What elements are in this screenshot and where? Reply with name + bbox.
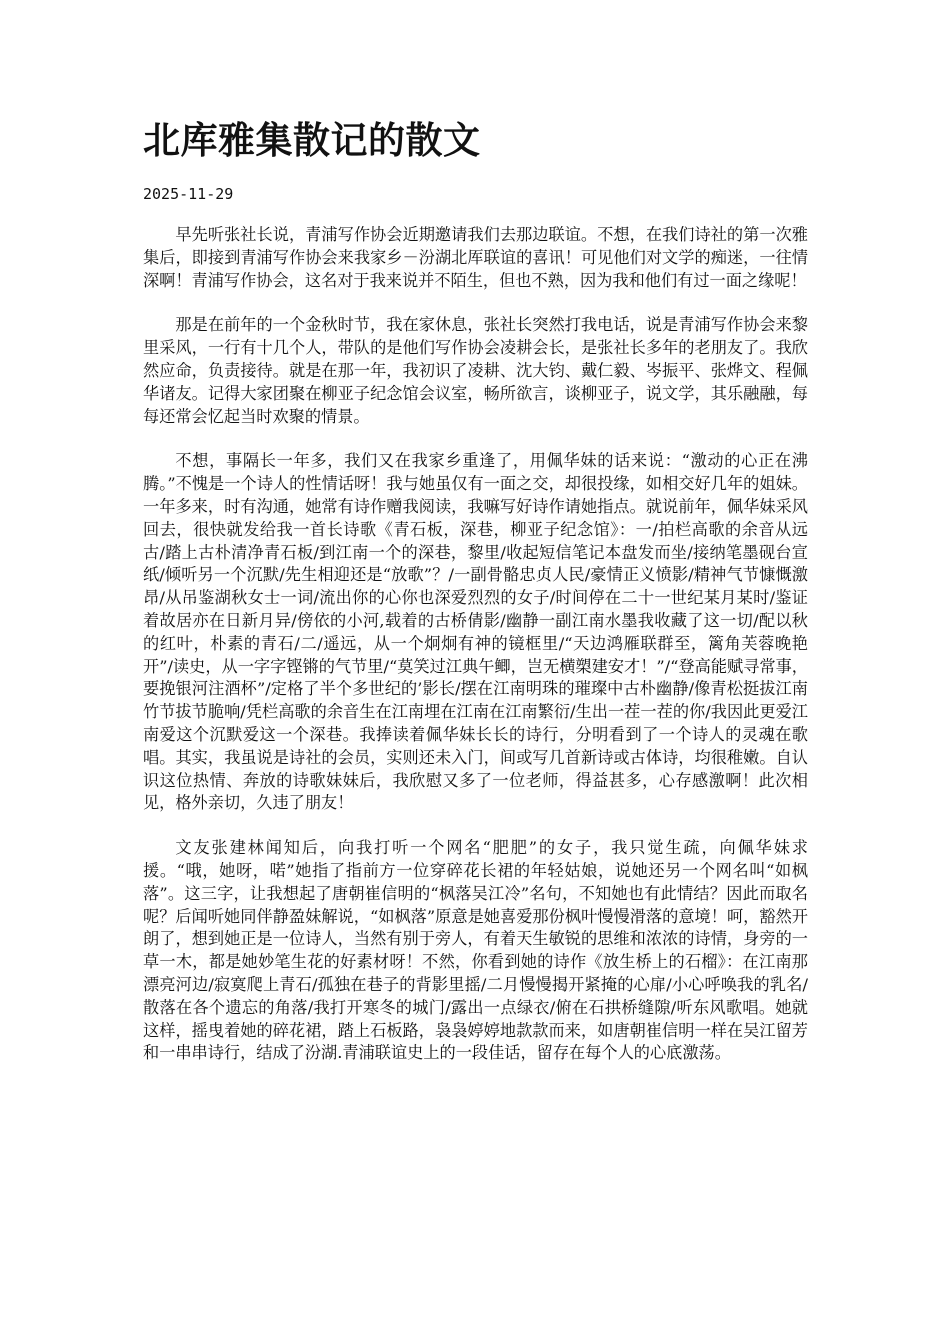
- paragraph-4: 文友张建林闻知后，向我打听一个网名“肥肥”的女子，我只觉生疏，向佩华妹求援。“哦，她呀，喏”她指了指前方一位穿碎花长裙的年轻姑娘，说她还另一个网名叫“如枫落”。这三字，让我想起了唐朝崔信明的“枫落吴江冷”名句，不知她也有此情结？因此而取名呢？后闻听她同伴静盈妹解说，“如枫落”原意是她喜爱那份枫叶慢慢滑落的意境！呵，豁然开朗了，想到她正是一位诗人，当然有别于旁人，有着天生敏锐的思维和浓浓的诗情，身旁的一草一木，都是她妙笔生花的好素材呀！不然，你看到她的诗作《放生桥上的石榴》：在江南那漂亮河边/寂寞爬上青石/孤独在巷子的背影里摇/二月慢慢揭开紧掩的心扉/小心呼唤我的乳名/散落在各个遗忘的角落/我打开寒冬的城门/露出一点绿衣/俯在石拱桥缝隙/听东风歌唱。她就这样，摇曳着她的碎花裙，踏上石板路，袅袅婷婷地款款而来，如唐朝崔信明一样在吴江留芳和一串串诗行，结成了汾湖.青浦联谊史上的一段佳话，留存在每个人的心底激荡。: [143, 838, 808, 1063]
- article: [143, 112, 808, 1087]
- paragraph-3: 不想，事隔长一年多，我们又在我家乡重逢了，用佩华妹的话来说：“激动的心正在沸腾。”不愧是一个诗人的性情话呀！我与她虽仅有一面之交，却很投缘，如相交好几年的姐妹。一年多来，时有沟通，她常有诗作赠我阅读，我嘛写好诗作请她指点。就说前年，佩华妹采风回去，很快就发给我一首长诗歌《青石板，深巷，柳亚子纪念馆》：一/拍栏高歌的余音从远古/踏上古朴清净青石板/到江南一个的深巷，黎里/收起短信笔记本盘发而坐/接纳笔墨砚台宣纸/倾听另一个沉默/先生相迎还是“放歌”？/一副骨骼忠贞人民/豪情正义愤影/精神气节慷慨激昂/从吊鉴湖秋女士一词/流出你的心你也深爱烈烈的女子/时间停在二十一世纪某月某时/鉴证着故居亦在日新月异/傍依的小河,载着的古桥倩影/幽静一副江南水墨我收藏了这一切/配以秋的红叶，朴素的青石/二/遥远，从一个炯炯有神的镜框里/“天边鸿雁联群至，篱角芙蓉晚艳开”/读史，从一字字铿锵的气节里/“莫笑过江典午鲫，岂无横槊建安才！”/“登高能赋寻常事，要挽银河注酒杯”/定格了半个多世纪的’影长/摆在江南明珠的璀璨中古朴幽静/像青松挺拔江南竹节拔节脆响/凭栏高歌的余音生在江南埋在江南在江南繁衍/生出一茬一茬的你/我因此更爱江南爱这个沉默爱这一个深巷。我捧读着佩华妹长长的诗行，分明看到了一个诗人的灵魂在歌唱。其实，我虽说是诗社的会员，实则还未入门，间或写几首新诗或古体诗，均很稚嫩。自认识这位热情、奔放的诗歌妹妹后，我欣慰又多了一位老师，得益甚多，心存感激啊！此次相见，格外亲切，久违了朋友！: [143, 451, 808, 813]
- publish-date: 2025-11-29: [143, 185, 234, 203]
- article-title: 北库雅集散记的散文: [143, 118, 481, 162]
- paragraph-2: 那是在前年的一个金秋时节，我在家休息，张社长突然打我电话，说是青浦写作协会来黎里采风，一行有十几个人，带队的是他们写作协会凌耕会长，是张社长多年的老朋友了。我欣然应命，负责接待。就是在那一年，我初识了凌耕、沈大钧、戴仁毅、岑振平、张烨文、程佩华诸友。记得大家团聚在柳亚子纪念馆会议室，畅所欲言，谈柳亚子，说文学，其乐融融，每每还常会忆起当时欢聚的情景。: [143, 315, 808, 426]
- paragraph-1: 早先听张社长说，青浦写作协会近期邀请我们去那边联谊。不想，在我们诗社的第一次雅集后，即接到青浦写作协会来我家乡－汾湖北厍联谊的喜讯！可见他们对文学的痴迷，一往情深啊！青浦写作协会，这名对于我来说并不陌生，但也不熟，因为我和他们有过一面之缘呢！: [143, 225, 808, 290]
